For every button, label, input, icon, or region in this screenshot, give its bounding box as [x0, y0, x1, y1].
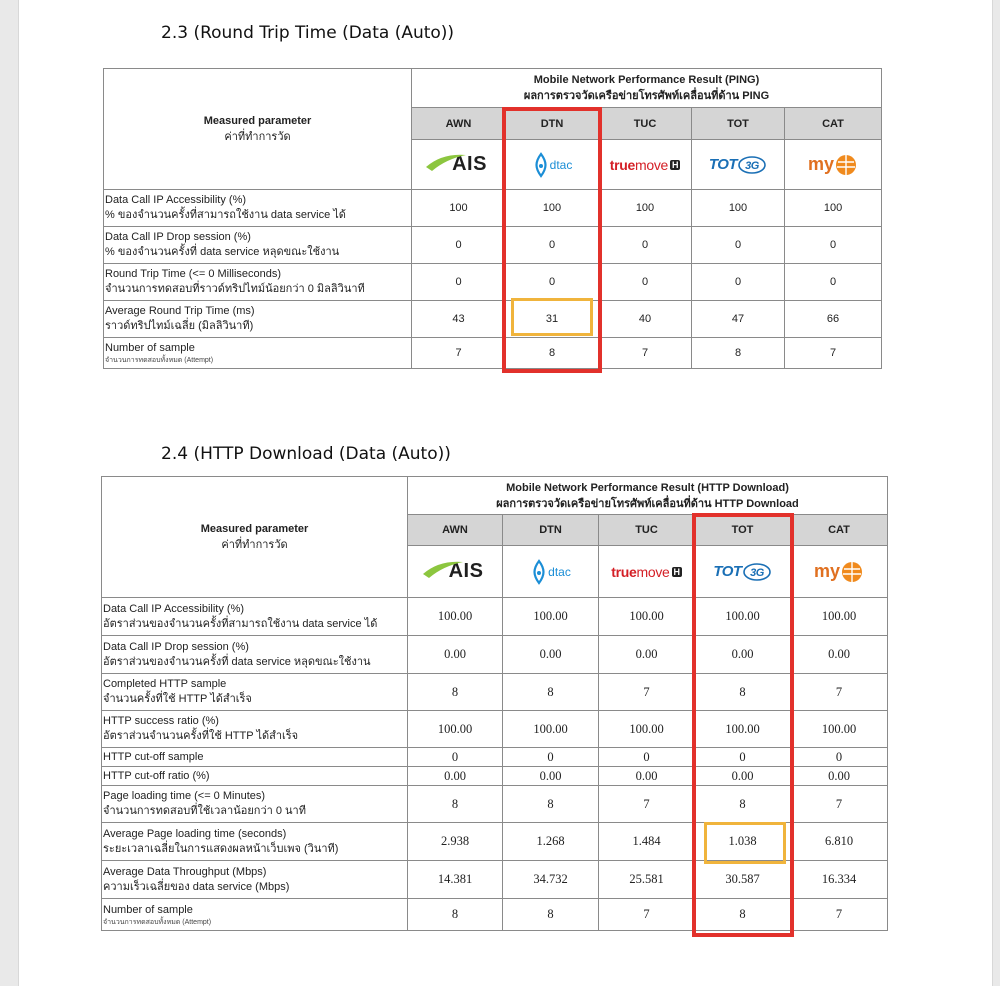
cell-value: 8	[503, 786, 599, 823]
cell-value: 100	[599, 190, 692, 227]
cell-value: 1.268	[503, 823, 599, 861]
cell-value: 40	[599, 301, 692, 338]
table-row	[104, 190, 882, 227]
cell-value: 0.00	[599, 767, 695, 786]
dtac-logo: dtac	[503, 546, 599, 598]
cell-value: 100.00	[791, 598, 888, 636]
cell-value: 100.00	[791, 711, 888, 748]
operator-code: CAT	[785, 108, 882, 140]
cell-value: 66	[785, 301, 882, 338]
cell-value: 0.00	[695, 636, 791, 674]
cell-value: 43	[412, 301, 506, 338]
cell-value: 0.00	[599, 636, 695, 674]
section-heading-http: 2.4 (HTTP Download (Data (Auto))	[161, 444, 451, 464]
row-label: Average Data Throughput (Mbps) ความเร็วเฉลี่ยของ data service (Mbps)	[102, 861, 408, 899]
cell-value: 47	[692, 301, 785, 338]
cell-value: 0	[599, 748, 695, 767]
operator-code: DTN	[506, 108, 599, 140]
tot-3g-logo: TOT 3G	[692, 140, 785, 190]
cell-value: 100	[506, 190, 599, 227]
cell-value: 8	[408, 899, 503, 931]
document-page	[18, 0, 993, 986]
group-header: Mobile Network Performance Result (HTTP Download) ผลการตรวจวัดเครือข่ายโทรศัพท์เคลื่อนที่ด้าน HTTP Download	[408, 477, 888, 515]
cell-value: 0.00	[503, 767, 599, 786]
cell-value: 0	[412, 264, 506, 301]
operator-code: TUC	[599, 108, 692, 140]
cell-value: 0	[695, 748, 791, 767]
row-label: Data Call IP Drop session (%) % ของจำนวนครั้งที่ data service หลุดขณะใช้งาน	[104, 227, 412, 264]
cell-value: 0	[692, 227, 785, 264]
cell-value: 100.00	[695, 711, 791, 748]
cell-value: 0.00	[408, 636, 503, 674]
row-label: HTTP cut-off ratio (%)	[102, 767, 408, 786]
cell-value: 25.581	[599, 861, 695, 899]
operator-code: AWN	[408, 515, 503, 546]
cell-value: 100.00	[503, 711, 599, 748]
table-row	[104, 301, 882, 338]
cell-value: 7	[599, 338, 692, 369]
cell-value: 8	[692, 338, 785, 369]
average-page-load-highlight	[704, 822, 786, 864]
row-label: Number of sample จำนวนการทดสอบทั้งหมด (Attempt)	[104, 338, 412, 369]
cell-value: 0	[785, 264, 882, 301]
row-label: Data Call IP Accessibility (%) อัตราส่วนของจำนวนครั้งที่สามารถใช้งาน data service ได้	[102, 598, 408, 636]
row-label: Completed HTTP sample จำนวนครั้งที่ใช้ HTTP ได้สำเร็จ	[102, 674, 408, 711]
my-cat-logo: my	[791, 546, 888, 598]
cell-value: 8	[695, 674, 791, 711]
cell-value: 7	[791, 899, 888, 931]
cell-value: 100	[785, 190, 882, 227]
cell-value: 7	[599, 899, 695, 931]
row-label: HTTP cut-off sample	[102, 748, 408, 767]
cell-value: 100	[412, 190, 506, 227]
cell-value: 100.00	[599, 598, 695, 636]
cell-value: 0	[506, 264, 599, 301]
cell-value: 8	[408, 674, 503, 711]
cell-value: 0	[785, 227, 882, 264]
cell-value: 100.00	[408, 598, 503, 636]
operator-code: TOT	[695, 515, 791, 546]
cell-value: 30.587	[695, 861, 791, 899]
operator-code: TOT	[692, 108, 785, 140]
ais-logo: AIS	[412, 140, 506, 190]
cell-value: 0.00	[503, 636, 599, 674]
row-label: Data Call IP Accessibility (%) % ของจำนวนครั้งที่สามารถใช้งาน data service ได้	[104, 190, 412, 227]
operator-code: TUC	[599, 515, 695, 546]
truemove-logo: true move H	[599, 546, 695, 598]
cell-value: 0	[599, 264, 692, 301]
cell-value: 14.381	[408, 861, 503, 899]
cell-value: 8	[695, 786, 791, 823]
cell-value: 8	[408, 786, 503, 823]
row-label: Average Round Trip Time (ms) ราวด์ทริปไทม์เฉลี่ย (มิลลิวินาที)	[104, 301, 412, 338]
cell-value: 100.00	[408, 711, 503, 748]
cell-value: 0	[791, 748, 888, 767]
row-label: Average Page loading time (seconds) ระยะเวลาเฉลี่ยในการแสดงผลหน้าเว็บเพจ (วินาที)	[102, 823, 408, 861]
param-header: Measured parameter ค่าที่ทำการวัด	[104, 69, 412, 190]
cell-value: 7	[599, 674, 695, 711]
cell-value: 1.038	[695, 823, 791, 861]
tot-column-highlight	[692, 513, 794, 937]
my-cat-logo: my	[785, 140, 882, 190]
row-label: Round Trip Time (<= 0 Milliseconds) จำนวนการทดสอบที่ราวด์ทริปไทม์น้อยกว่า 0 มิลลิวินาที	[104, 264, 412, 301]
cell-value: 0	[506, 227, 599, 264]
cell-value: 7	[599, 786, 695, 823]
row-label: Page loading time (<= 0 Minutes) จำนวนการทดสอบที่ใช้เวลาน้อยกว่า 0 นาที	[102, 786, 408, 823]
cell-value: 8	[506, 338, 599, 369]
cell-value: 0.00	[791, 767, 888, 786]
group-header: Mobile Network Performance Result (PING) ผลการตรวจวัดเครือข่ายโทรศัพท์เคลื่อนที่ด้าน PING	[412, 69, 882, 108]
cell-value: 7	[412, 338, 506, 369]
operator-code: CAT	[791, 515, 888, 546]
average-rtt-highlight	[511, 298, 593, 336]
cell-value: 1.484	[599, 823, 695, 861]
param-header: Measured parameter ค่าที่ทำการวัด	[102, 477, 408, 598]
operator-code: AWN	[412, 108, 506, 140]
tot-3g-logo: TOT 3G	[695, 546, 791, 598]
cell-value: 2.938	[408, 823, 503, 861]
ais-logo: AIS	[408, 546, 503, 598]
cell-value: 100.00	[695, 598, 791, 636]
cell-value: 100.00	[503, 598, 599, 636]
cell-value: 0	[599, 227, 692, 264]
cell-value: 7	[791, 674, 888, 711]
ping-results-table	[103, 68, 882, 369]
cell-value: 7	[791, 786, 888, 823]
cell-value: 0.00	[408, 767, 503, 786]
cell-value: 7	[785, 338, 882, 369]
row-label: HTTP success ratio (%) อัตราส่วนจำนวนครั้งที่ใช้ HTTP ได้สำเร็จ	[102, 711, 408, 748]
cell-value: 0	[412, 227, 506, 264]
cell-value: 34.732	[503, 861, 599, 899]
cell-value: 0	[692, 264, 785, 301]
svg-text:3G: 3G	[745, 159, 759, 172]
cell-value: 6.810	[791, 823, 888, 861]
cell-value: 0.00	[695, 767, 791, 786]
dtac-logo: dtac	[506, 140, 599, 190]
cell-value: 8	[503, 899, 599, 931]
table-row	[104, 227, 882, 264]
cell-value: 100.00	[599, 711, 695, 748]
truemove-logo: true move H	[599, 140, 692, 190]
cell-value: 0	[408, 748, 503, 767]
cell-value: 16.334	[791, 861, 888, 899]
cell-value: 8	[503, 674, 599, 711]
table-row	[104, 338, 882, 369]
table-row	[104, 264, 882, 301]
svg-text:3G: 3G	[749, 566, 764, 579]
cell-value: 31	[506, 301, 599, 338]
cell-value: 0.00	[791, 636, 888, 674]
row-label: Number of sample จำนวนการทดสอบทั้งหมด (Attempt)	[102, 899, 408, 931]
section-heading-rtt: 2.3 (Round Trip Time (Data (Auto))	[161, 23, 455, 43]
cell-value: 8	[695, 899, 791, 931]
cell-value: 100	[692, 190, 785, 227]
operator-code: DTN	[503, 515, 599, 546]
row-label: Data Call IP Drop session (%) อัตราส่วนของจำนวนครั้งที่ data service หลุดขณะใช้งาน	[102, 636, 408, 674]
cell-value: 0	[503, 748, 599, 767]
